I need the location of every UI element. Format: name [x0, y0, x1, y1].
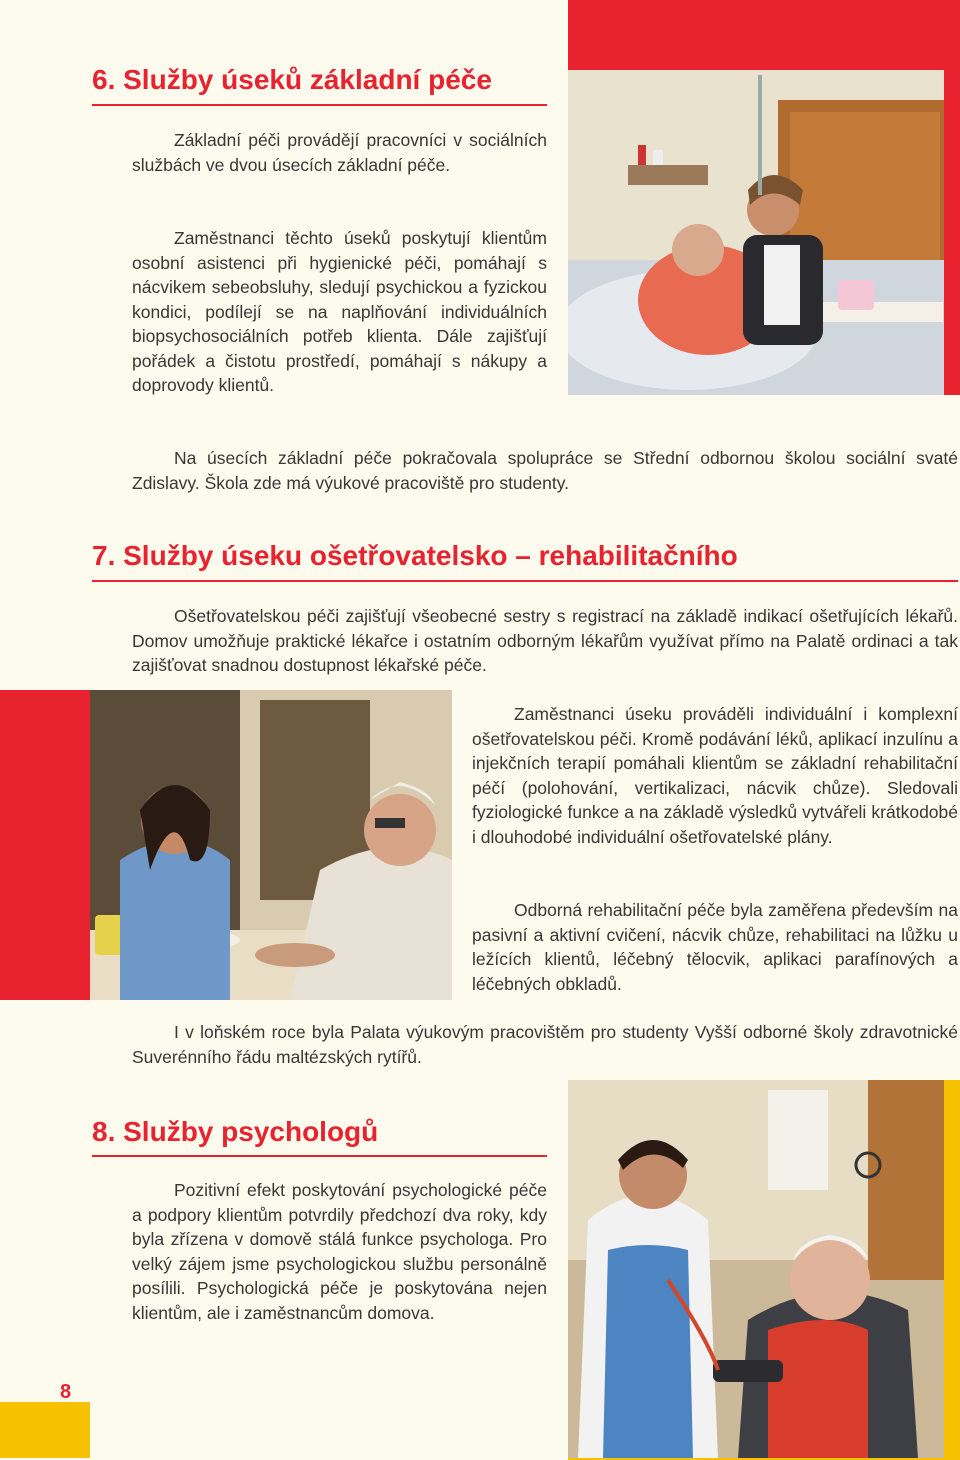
section6-p3-text: Na úsecích základní péče pokračovala spolupráce se Střední odbornou školou sociální svaté Zdislavy. Škola zde má výukové pracoviště pro studenty. — [132, 448, 958, 493]
yellow-block-top-left — [0, 0, 70, 70]
right-red-block-section6 — [944, 70, 960, 395]
photo-caregiver-and-resident — [568, 70, 944, 395]
section7-paragraph-2 — [472, 702, 958, 849]
section6-paragraph-1 — [132, 128, 547, 177]
section7-paragraph-1 — [132, 604, 958, 678]
section8-heading: 8. Služby psychologů — [92, 1116, 379, 1147]
section6-heading: 6. Služby úseků základní péče — [92, 64, 492, 95]
section6-paragraph-2 — [132, 226, 547, 398]
left-red-block-section7 — [0, 690, 90, 1000]
section8-paragraph-1 — [132, 1178, 547, 1325]
section8-p1-text: Pozitivní efekt poskytování psychologické péče a podpory klientům potvrdily předchozí dva roky, kdy byla zřízena v domově stálá funkce psychologa. Pro velký zájem jsme psychologickou službu personálně posílili. Psychologická péče je poskytována nejen klientům, ale i zaměstnancům domova. — [132, 1180, 547, 1323]
top-right-red-block — [568, 0, 960, 70]
section6-p2-text: Zaměstnanci těchto úseků poskytují klientům osobní asistenci při hygienické péči, pomáhají s nácvikem sebeobsluhy, sledují psychickou a fyzickou kondici, podílejí se na naplňování individuálních biopsychosociálních potřeb klienta. Dále zajišťují pořádek a čistotu prostředí, pomáhají s nákupy a doprovody klientů. — [132, 228, 547, 395]
section7-p1-text: Ošetřovatelskou péči zajišťují všeobecné sestry s registrací na základě indikací ošetřujících lékařů. Domov umožňuje praktické lékařce i ostatním odborným lékařům využívat přímo na Palatě ordinaci a tak zajišťovat snadnou dostupnost lékařské péče. — [132, 606, 958, 675]
section7-p3-text: Odborná rehabilitační péče byla zaměřena především na pasivní a aktivní cvičení, nácvik chůze, rehabilitaci na lůžku u ležících klientů, léčebný tělocvik, aplikaci parafínových a léčebných obkladů. — [472, 900, 958, 994]
bottom-left-yellow-block — [0, 1402, 90, 1458]
section6-p1-text: Základní péči provádějí pracovníci v sociálních službách ve dvou úsecích základní péče. — [132, 130, 547, 175]
section7-heading: 7. Služby úseku ošetřovatelsko – rehabilitačního — [92, 540, 738, 571]
photo-nurse-and-elderly-man — [90, 690, 452, 1000]
section7-p4-text: I v loňském roce byla Palata výukovým pracovištěm pro studenty Vyšší odborné školy zdravotnické Suverénního řádu maltézských rytířů. — [132, 1022, 958, 1067]
section7-paragraph-4 — [132, 1020, 958, 1069]
section7-p2-text: Zaměstnanci úseku prováděli individuální i komplexní ošetřovatelskou péči. Kromě podávání léků, aplikací inzulínu a injekčních terapií pomáhali klientům se základní rehabilitační péčí (polohování, vertikalizaci, nácvik chůze). Sledovali fyziologické funkce a na základě výsledků vytvářeli krátkodobé i dlouhodobé individuální ošetřovatelské plány. — [472, 704, 958, 847]
section8-heading-rule — [92, 1155, 547, 1157]
section6-heading-rule — [92, 104, 547, 106]
section7-heading-rule — [92, 580, 958, 582]
left-red-strip-bottom — [0, 1000, 90, 1400]
photo-nurse-blood-pressure — [568, 1080, 944, 1458]
section6-paragraph-3 — [132, 446, 958, 495]
page-number: 8 — [60, 1381, 72, 1403]
section7-paragraph-3 — [472, 898, 958, 996]
